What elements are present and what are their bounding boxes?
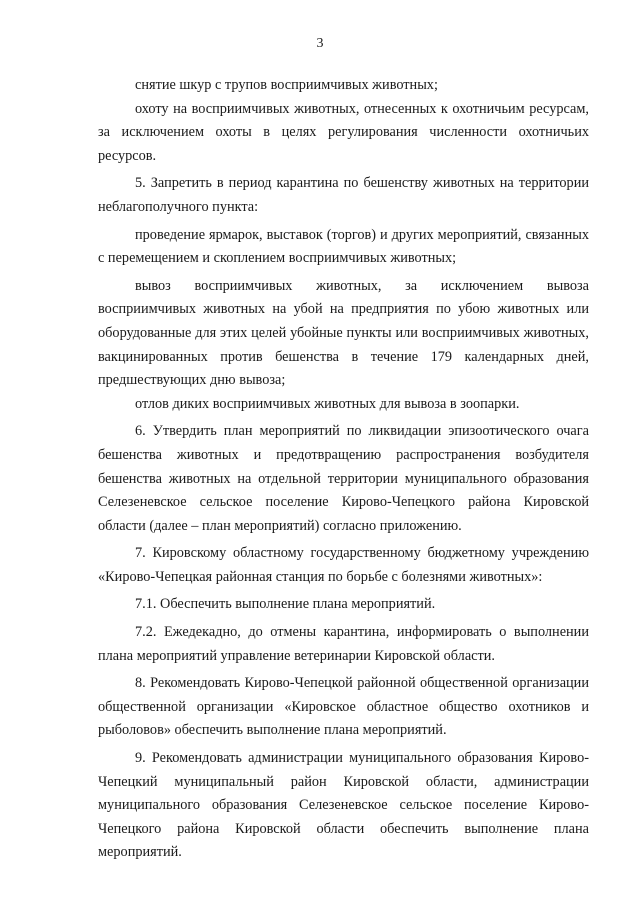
paragraph-item-6: 6. Утвердить план мероприятий по ликвидации эпизоотического очага бешенства животных и предотвращению распространения возбудителя бешенства животных на отдельной территории муниципального образования Селезеневское сельское поселение Кирово-Чепецкого района Кировской области (далее – план мероприятий) согласно приложению. xyxy=(98,423,589,534)
paragraph-skins: снятие шкур с трупов восприимчивых животных; xyxy=(135,77,438,93)
paragraph-hunting: охоту на восприимчивых животных, отнесенных к охотничьим ресурсам, за исключением охоты в целях регулирования численности охотничьих ресурсов. xyxy=(98,100,589,164)
paragraph-capture: отлов диких восприимчивых животных для вывоза в зоопарки. xyxy=(135,395,520,412)
paragraph-export: вывоз восприимчивых животных, за исключением вывоза восприимчивых животных на убой на предприятия по убою животных или оборудованные для этих целей убойные пункты или восприимчивых животных, вакцинированных против бешенства в течение 179 календарных дней, предшествующих дню вывоза; xyxy=(98,277,589,389)
paragraph-item-8: 8. Рекомендовать Кирово-Чепецкой районной общественной организации общественной организации «Кировское областное общество охотников и рыболовов» обеспечить выполнение плана мероприятий. xyxy=(98,675,589,739)
document-body xyxy=(98,74,589,865)
paragraph-item-5: 5. Запретить в период карантина по бешенству животных на территории неблагополучного пункта: xyxy=(98,175,589,215)
paragraph-item-7-2: 7.2. Ежедекадно, до отмены карантина, информировать о выполнении плана мероприятий управление ветеринарии Кировской области. xyxy=(98,624,589,664)
paragraph-item-7: 7. Кировскому областному государственному бюджетному учреждению «Кирово-Чепецкая районная станция по борьбе с болезнями животных»: xyxy=(98,545,589,585)
page-number: 3 xyxy=(316,36,324,51)
paragraph-item-9: 9. Рекомендовать администрации муниципального образования Кирово-Чепецкий муниципальный район Кировской области, администрации муниципального образования Селезеневское сельское поселение Кирово-Чепецкого района Кировской области обеспечить выполнение плана мероприятий. xyxy=(98,750,589,861)
paragraph-fairs: проведение ярмарок, выставок (торгов) и других мероприятий, связанных с перемещением и скоплением восприимчивых животных; xyxy=(98,226,589,267)
paragraph-item-7-1: 7.1. Обеспечить выполнение плана мероприятий. xyxy=(135,596,436,613)
